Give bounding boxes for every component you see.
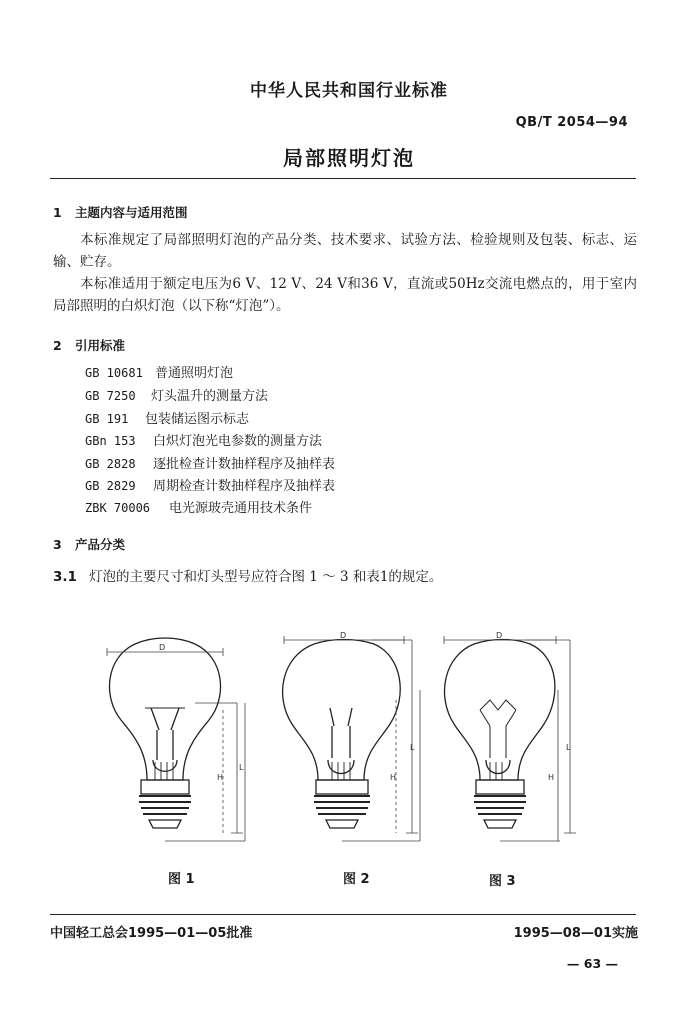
reference-item [85, 475, 335, 494]
section-title: 产品分类 [75, 537, 126, 552]
section-number: 3 [53, 537, 62, 552]
standard-number: QB/T 2054—94 [515, 115, 628, 130]
figure-3-bulb-drawing [430, 630, 590, 855]
reference-name: 逐批检查计数抽样程序及抽样表 [153, 457, 336, 472]
section-1-heading [53, 203, 188, 221]
standard-category-title: 中华人民共和国行业标准 [250, 81, 448, 101]
reference-item [85, 497, 312, 516]
dimension-l-label: L [410, 743, 415, 752]
section-1-paragraph-1: 本标准规定了局部照明灯泡的产品分类、技术要求、试验方法、检验规则及包装、标志、运输、贮存。 [53, 232, 637, 270]
footer-rule [50, 914, 636, 915]
reference-code: GB 7250 [85, 389, 136, 403]
reference-name: 灯头温升的测量方法 [151, 389, 269, 404]
dimension-h-label: H [390, 773, 397, 782]
document-title: 局部照明灯泡 [283, 146, 415, 170]
reference-item [85, 362, 233, 381]
implementation-date: 1995—08—01实施 [513, 926, 638, 941]
dimension-l-label: L [566, 743, 571, 752]
reference-name: 白炽灯泡光电参数的测量方法 [153, 434, 323, 449]
approval-date: 中国轻工总会1995—01—05批准 [50, 926, 253, 941]
reference-code: GB 2829 [85, 479, 136, 493]
reference-item [85, 408, 249, 427]
reference-item [85, 385, 268, 404]
reference-item [85, 453, 335, 472]
section-title: 主题内容与适用范围 [75, 205, 188, 220]
dimension-d-label: D [340, 631, 347, 640]
reference-name: 包装储运图示标志 [145, 412, 250, 427]
clause-text: 灯泡的主要尺寸和灯头型号应符合图 1 ～ 3 和表1的规定。 [89, 569, 443, 585]
section-number: 2 [53, 338, 62, 353]
figure-1-bulb-drawing [95, 630, 255, 855]
dimension-l-label: L [239, 763, 244, 772]
reference-code: GB 2828 [85, 457, 136, 471]
section-2-heading [53, 336, 125, 354]
page-number: — 63 — [566, 956, 618, 971]
section-1-paragraph-2: 本标准适用于额定电压为6 V、12 V、24 V和36 V，直流或50Hz交流电燃点的，用于室内局部照明的白炽灯泡（以下称“灯泡”）。 [53, 276, 637, 314]
figure-2-bulb-drawing [272, 630, 432, 855]
reference-name: 电光源玻壳通用技术条件 [169, 501, 313, 516]
section-number: 1 [53, 205, 62, 220]
reference-name: 周期检查计数抽样程序及抽样表 [153, 479, 336, 494]
dimension-h-label: H [217, 773, 224, 782]
dimension-d-label: D [496, 631, 503, 640]
section-3-heading [53, 535, 125, 553]
reference-item [85, 430, 322, 449]
clause-3-1 [53, 565, 442, 585]
reference-code: ZBK 70006 [85, 501, 151, 515]
title-rule [50, 178, 636, 179]
figure-1-caption: 图 1 [168, 872, 195, 887]
clause-number: 3.1 [53, 569, 77, 585]
reference-code: GB 191 [85, 412, 129, 426]
reference-name: 普通照明灯泡 [155, 366, 234, 381]
reference-code: GB 10681 [85, 366, 143, 380]
reference-code: GBn 153 [85, 434, 136, 448]
figure-2-caption: 图 2 [343, 872, 370, 887]
section-title: 引用标准 [75, 338, 126, 353]
dimension-d-label: D [159, 643, 166, 652]
dimension-h-label: H [548, 773, 555, 782]
figure-3-caption: 图 3 [489, 874, 516, 889]
